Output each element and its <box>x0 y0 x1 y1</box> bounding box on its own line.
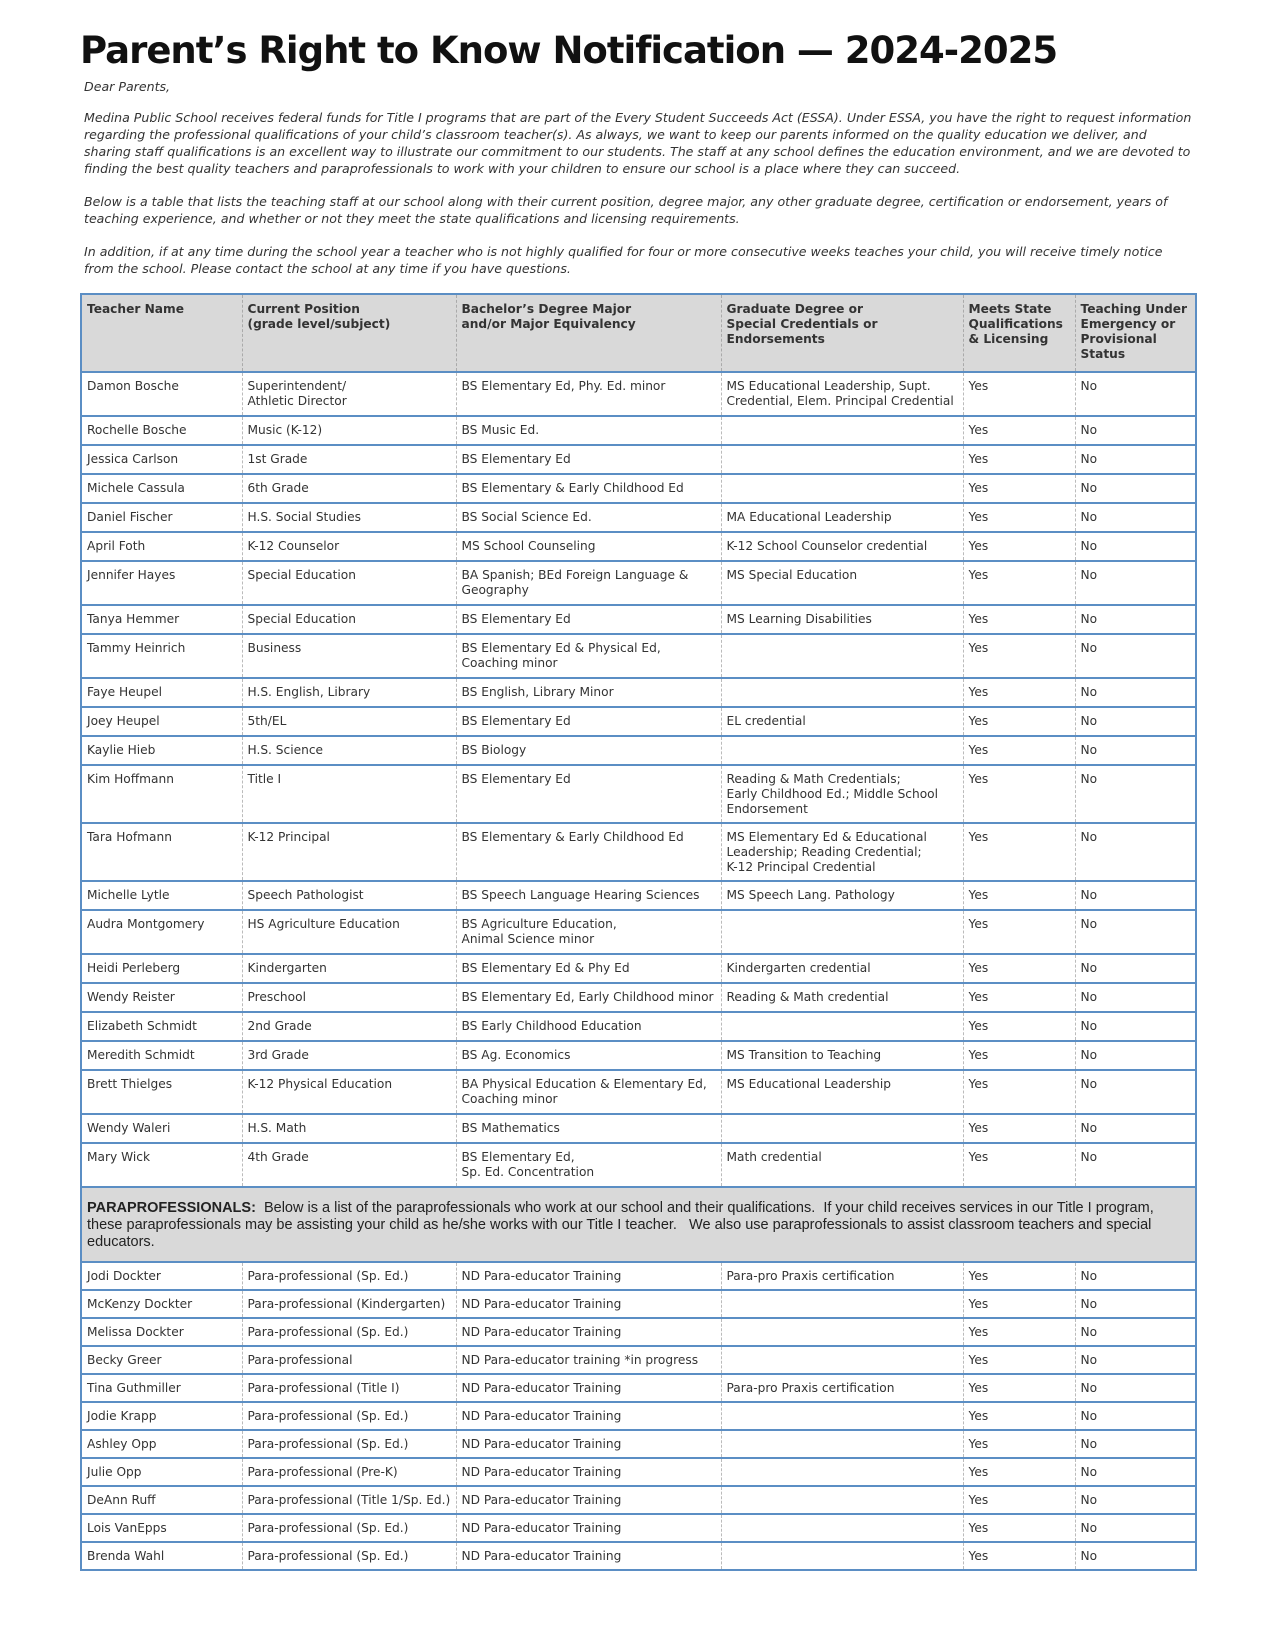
teacher-row <box>81 1070 1196 1114</box>
cell-meets-qualifications: Yes <box>963 561 1075 605</box>
cell-bachelor-degree: MS School Counseling <box>456 532 721 561</box>
paraprofessional-row <box>81 1262 1196 1290</box>
cell-meets-qualifications: Yes <box>963 634 1075 678</box>
cell-meets-qualifications: Yes <box>963 372 1075 416</box>
cell-bachelor-degree: BS Elementary Ed, Phy. Ed. minor <box>456 372 721 416</box>
cell-name: McKenzy Dockter <box>87 1297 193 1312</box>
cell-bachelor-degree: BS Music Ed. <box>456 416 721 445</box>
cell-position: 5th/EL <box>242 707 456 736</box>
paraprofessional-row <box>81 1290 1196 1318</box>
cell-position: Preschool <box>242 983 456 1012</box>
cell-meets-qualifications: Yes <box>963 1290 1075 1318</box>
header-graduate-degree: Graduate Degree or Special Credentials or Endorsements <box>721 294 963 372</box>
teacher-row <box>81 823 1196 881</box>
cell-position: 3rd Grade <box>242 1041 456 1070</box>
cell-meets-qualifications: Yes <box>963 1114 1075 1143</box>
cell-name: Kim Hoffmann <box>87 772 174 787</box>
cell-bachelor-degree: BS Elementary Ed <box>456 765 721 823</box>
cell-position: H.S. Science <box>242 736 456 765</box>
paraprofessionals-heading-text: Below is a list of the paraprofessionals who work at our school and their qualifications. If your child receives services in our Title I program, these paraprofessionals may be assisting your child as he/she works with our Title I teacher. We also use paraprofessionals to assist classroom teachers and special educators. <box>87 1200 1158 1251</box>
header-current-position: Current Position (grade level/subject) <box>242 294 456 372</box>
cell-name: Michelle Lytle <box>87 888 170 903</box>
cell-meets-qualifications: Yes <box>963 1012 1075 1041</box>
cell-position: Para-professional (Title 1/Sp. Ed.) <box>242 1486 456 1514</box>
cell-bachelor-degree: ND Para-educator Training <box>456 1290 721 1318</box>
cell-position: HS Agriculture Education <box>242 910 456 954</box>
cell-bachelor-degree: BS Elementary & Early Childhood Ed <box>456 823 721 881</box>
cell-position: Speech Pathologist <box>242 881 456 910</box>
cell-name: Brenda Wahl <box>87 1549 165 1564</box>
cell-name: Audra Montgomery <box>87 917 205 932</box>
cell-emergency-status: No <box>1075 1486 1196 1514</box>
cell-name: Melissa Dockter <box>87 1325 184 1340</box>
cell-graduate-degree: MS Transition to Teaching <box>721 1041 963 1070</box>
teacher-row <box>81 1041 1196 1070</box>
teacher-row <box>81 1114 1196 1143</box>
cell-emergency-status: No <box>1075 561 1196 605</box>
cell-meets-qualifications: Yes <box>963 954 1075 983</box>
cell-bachelor-degree: BS English, Library Minor <box>456 678 721 707</box>
cell-bachelor-degree: BS Elementary Ed & Phy Ed <box>456 954 721 983</box>
cell-bachelor-degree: BS Elementary Ed & Physical Ed, Coaching minor <box>456 634 721 678</box>
cell-bachelor-degree: BS Elementary Ed <box>456 707 721 736</box>
cell-bachelor-degree: BS Speech Language Hearing Sciences <box>456 881 721 910</box>
cell-emergency-status: No <box>1075 474 1196 503</box>
cell-name: Daniel Fischer <box>87 510 173 525</box>
cell-position: K-12 Principal <box>242 823 456 881</box>
teacher-row <box>81 881 1196 910</box>
cell-bachelor-degree: ND Para-educator Training <box>456 1402 721 1430</box>
cell-bachelor-degree: BA Physical Education & Elementary Ed, Coaching minor <box>456 1070 721 1114</box>
cell-graduate-degree: MS Educational Leadership, Supt. Credential, Elem. Principal Credential <box>721 372 963 416</box>
letter-body <box>80 78 1195 277</box>
letter-paragraph-2: Below is a table that lists the teaching staff at our school along with their current position, degree major, any other graduate degree, certification or endorsement, years of teaching experience, and whether or not they meet the state qualifications and licensing requirements. <box>84 194 1168 227</box>
cell-meets-qualifications: Yes <box>963 503 1075 532</box>
header-emergency-status: Teaching Under Emergency or Provisional Status <box>1075 294 1196 372</box>
cell-bachelor-degree: BS Elementary & Early Childhood Ed <box>456 474 721 503</box>
cell-graduate-degree <box>721 1430 963 1458</box>
letter-paragraph-1: Medina Public School receives federal funds for Title I programs that are part of the Every Student Succeeds Act (ESSA). Under ESSA, you have the right to request information regarding the professional qualifications of your child’s classroom teacher(s). As always, we want to keep our parents informed on the quality education we deliver, and sharing staff qualifications is an excellent way to illustrate our commitment to our students. The staff at any school defines the education environment, and we are devoted to finding the best quality teachers and paraprofessionals to work with your children to ensure our school is a place where they can succeed. <box>84 110 1192 177</box>
cell-emergency-status: No <box>1075 532 1196 561</box>
teachers-table-body <box>81 372 1196 1187</box>
cell-emergency-status: No <box>1075 1012 1196 1041</box>
cell-emergency-status: No <box>1075 503 1196 532</box>
cell-name: Ashley Opp <box>87 1437 157 1452</box>
cell-bachelor-degree: BS Elementary Ed <box>456 445 721 474</box>
teacher-row <box>81 561 1196 605</box>
cell-bachelor-degree: BS Elementary Ed, Sp. Ed. Concentration <box>456 1143 721 1187</box>
cell-bachelor-degree: ND Para-educator Training <box>456 1542 721 1570</box>
cell-position: Para-professional (Pre-K) <box>242 1458 456 1486</box>
teacher-row <box>81 707 1196 736</box>
cell-position: Special Education <box>242 561 456 605</box>
cell-bachelor-degree: BS Early Childhood Education <box>456 1012 721 1041</box>
cell-meets-qualifications: Yes <box>963 1070 1075 1114</box>
cell-position: H.S. Social Studies <box>242 503 456 532</box>
cell-graduate-degree: Para-pro Praxis certification <box>721 1374 963 1402</box>
cell-meets-qualifications: Yes <box>963 474 1075 503</box>
cell-position: 2nd Grade <box>242 1012 456 1041</box>
header-bachelor-degree: Bachelor’s Degree Major and/or Major Equivalency <box>456 294 721 372</box>
cell-bachelor-degree: BS Elementary Ed, Early Childhood minor <box>456 983 721 1012</box>
paraprofessional-row <box>81 1374 1196 1402</box>
cell-graduate-degree: MS Learning Disabilities <box>721 605 963 634</box>
cell-emergency-status: No <box>1075 416 1196 445</box>
cell-position: K-12 Physical Education <box>242 1070 456 1114</box>
cell-bachelor-degree: ND Para-educator training *in progress <box>456 1346 721 1374</box>
cell-position: 1st Grade <box>242 445 456 474</box>
cell-bachelor-degree: BA Spanish; BEd Foreign Language & Geography <box>456 561 721 605</box>
cell-name: Jodi Dockter <box>87 1269 161 1284</box>
cell-graduate-degree: Math credential <box>721 1143 963 1187</box>
table-header-row <box>81 294 1196 372</box>
cell-bachelor-degree: BS Ag. Economics <box>456 1041 721 1070</box>
cell-graduate-degree <box>721 1290 963 1318</box>
cell-position: Kindergarten <box>242 954 456 983</box>
cell-meets-qualifications: Yes <box>963 1486 1075 1514</box>
cell-position: 4th Grade <box>242 1143 456 1187</box>
cell-name: Tanya Hemmer <box>87 612 180 627</box>
cell-bachelor-degree: BS Mathematics <box>456 1114 721 1143</box>
cell-name: Mary Wick <box>87 1150 151 1165</box>
cell-emergency-status: No <box>1075 1514 1196 1542</box>
cell-graduate-degree: MS Elementary Ed & Educational Leadership; Reading Credential; K-12 Principal Credential <box>721 823 963 881</box>
cell-meets-qualifications: Yes <box>963 678 1075 707</box>
cell-meets-qualifications: Yes <box>963 445 1075 474</box>
cell-name: Joey Heupel <box>87 714 160 729</box>
cell-graduate-degree: Para-pro Praxis certification <box>721 1262 963 1290</box>
cell-position: Para-professional <box>242 1346 456 1374</box>
cell-name: Brett Thielges <box>87 1077 173 1092</box>
cell-meets-qualifications: Yes <box>963 707 1075 736</box>
salutation: Dear Parents, <box>84 79 171 95</box>
teacher-row <box>81 983 1196 1012</box>
cell-meets-qualifications: Yes <box>963 736 1075 765</box>
cell-graduate-degree <box>721 910 963 954</box>
cell-position: Superintendent/ Athletic Director <box>242 372 456 416</box>
cell-emergency-status: No <box>1075 1430 1196 1458</box>
cell-emergency-status: No <box>1075 983 1196 1012</box>
cell-emergency-status: No <box>1075 678 1196 707</box>
header-teacher-name: Teacher Name <box>81 294 242 372</box>
cell-bachelor-degree: ND Para-educator Training <box>456 1486 721 1514</box>
cell-bachelor-degree: BS Elementary Ed <box>456 605 721 634</box>
teacher-row <box>81 910 1196 954</box>
cell-emergency-status: No <box>1075 1070 1196 1114</box>
cell-graduate-degree <box>721 1318 963 1346</box>
cell-name: DeAnn Ruff <box>87 1493 156 1508</box>
cell-bachelor-degree: ND Para-educator Training <box>456 1458 721 1486</box>
cell-graduate-degree: MS Special Education <box>721 561 963 605</box>
cell-emergency-status: No <box>1075 372 1196 416</box>
teacher-row <box>81 1143 1196 1187</box>
page-title: Parent’s Right to Know Notification — 2024-2025 <box>80 29 1058 72</box>
cell-name: Jessica Carlson <box>87 452 179 467</box>
cell-name: Meredith Schmidt <box>87 1048 195 1063</box>
cell-name: Tammy Heinrich <box>87 641 186 656</box>
teacher-row <box>81 736 1196 765</box>
cell-position: Para-professional (Sp. Ed.) <box>242 1402 456 1430</box>
cell-graduate-degree <box>721 1542 963 1570</box>
cell-emergency-status: No <box>1075 605 1196 634</box>
cell-graduate-degree <box>721 1012 963 1041</box>
cell-meets-qualifications: Yes <box>963 983 1075 1012</box>
cell-meets-qualifications: Yes <box>963 1458 1075 1486</box>
staff-qualifications-table <box>80 293 1197 1571</box>
cell-name: Jennifer Hayes <box>87 568 176 583</box>
cell-emergency-status: No <box>1075 1290 1196 1318</box>
paraprofessionals-heading-label: PARAPROFESSIONALS: <box>87 1200 256 1217</box>
cell-graduate-degree: Reading & Math Credentials; Early Childhood Ed.; Middle School Endorsement <box>721 765 963 823</box>
cell-emergency-status: No <box>1075 881 1196 910</box>
cell-meets-qualifications: Yes <box>963 1346 1075 1374</box>
cell-bachelor-degree: BS Biology <box>456 736 721 765</box>
cell-meets-qualifications: Yes <box>963 881 1075 910</box>
cell-bachelor-degree: ND Para-educator Training <box>456 1262 721 1290</box>
cell-position: Para-professional (Sp. Ed.) <box>242 1318 456 1346</box>
cell-emergency-status: No <box>1075 1318 1196 1346</box>
header-meets-state-qualifications: Meets State Qualifications & Licensing <box>963 294 1075 372</box>
paraprofessional-row <box>81 1318 1196 1346</box>
cell-emergency-status: No <box>1075 954 1196 983</box>
cell-name: Elizabeth Schmidt <box>87 1019 197 1034</box>
cell-name: Becky Greer <box>87 1353 162 1368</box>
cell-meets-qualifications: Yes <box>963 605 1075 634</box>
cell-emergency-status: No <box>1075 1402 1196 1430</box>
cell-name: Kaylie Hieb <box>87 743 156 758</box>
cell-name: Tara Hofmann <box>87 830 172 845</box>
cell-graduate-degree: K-12 School Counselor credential <box>721 532 963 561</box>
cell-graduate-degree: MS Educational Leadership <box>721 1070 963 1114</box>
cell-emergency-status: No <box>1075 1114 1196 1143</box>
cell-graduate-degree <box>721 634 963 678</box>
teacher-row <box>81 372 1196 416</box>
cell-position: H.S. English, Library <box>242 678 456 707</box>
cell-meets-qualifications: Yes <box>963 1374 1075 1402</box>
cell-graduate-degree <box>721 1514 963 1542</box>
teacher-row <box>81 474 1196 503</box>
paraprofessional-row <box>81 1402 1196 1430</box>
cell-graduate-degree <box>721 474 963 503</box>
teacher-row <box>81 1012 1196 1041</box>
cell-graduate-degree: MS Speech Lang. Pathology <box>721 881 963 910</box>
cell-meets-qualifications: Yes <box>963 1143 1075 1187</box>
cell-bachelor-degree: ND Para-educator Training <box>456 1374 721 1402</box>
cell-position: Para-professional (Sp. Ed.) <box>242 1262 456 1290</box>
teacher-row <box>81 503 1196 532</box>
cell-graduate-degree: Kindergarten credential <box>721 954 963 983</box>
teacher-row <box>81 605 1196 634</box>
paraprofessional-row <box>81 1430 1196 1458</box>
paraprofessional-row <box>81 1542 1196 1570</box>
paraprofessionals-table-body <box>81 1262 1196 1570</box>
cell-name: Jodie Krapp <box>87 1409 157 1424</box>
cell-position: Business <box>242 634 456 678</box>
cell-graduate-degree <box>721 1346 963 1374</box>
cell-name: Damon Bosche <box>87 379 179 394</box>
cell-graduate-degree <box>721 416 963 445</box>
teacher-row <box>81 634 1196 678</box>
paraprofessional-row <box>81 1514 1196 1542</box>
cell-name: Julie Opp <box>87 1465 142 1480</box>
cell-emergency-status: No <box>1075 707 1196 736</box>
cell-bachelor-degree: ND Para-educator Training <box>456 1514 721 1542</box>
paraprofessional-row <box>81 1346 1196 1374</box>
cell-emergency-status: No <box>1075 1542 1196 1570</box>
cell-meets-qualifications: Yes <box>963 1402 1075 1430</box>
cell-graduate-degree <box>721 1114 963 1143</box>
cell-name: Michele Cassula <box>87 481 185 496</box>
cell-emergency-status: No <box>1075 1346 1196 1374</box>
cell-meets-qualifications: Yes <box>963 416 1075 445</box>
teacher-row <box>81 765 1196 823</box>
cell-meets-qualifications: Yes <box>963 1514 1075 1542</box>
paraprofessional-row <box>81 1486 1196 1514</box>
cell-name: Wendy Reister <box>87 990 175 1005</box>
cell-position: H.S. Math <box>242 1114 456 1143</box>
cell-meets-qualifications: Yes <box>963 1262 1075 1290</box>
cell-graduate-degree <box>721 1402 963 1430</box>
cell-position: Para-professional (Sp. Ed.) <box>242 1514 456 1542</box>
cell-emergency-status: No <box>1075 1143 1196 1187</box>
cell-meets-qualifications: Yes <box>963 1430 1075 1458</box>
paraprofessionals-heading <box>81 1187 1196 1262</box>
cell-graduate-degree <box>721 1458 963 1486</box>
cell-position: Special Education <box>242 605 456 634</box>
cell-meets-qualifications: Yes <box>963 910 1075 954</box>
teacher-row <box>81 954 1196 983</box>
cell-graduate-degree <box>721 736 963 765</box>
cell-name: Faye Heupel <box>87 685 162 700</box>
teacher-row <box>81 445 1196 474</box>
cell-meets-qualifications: Yes <box>963 823 1075 881</box>
letter-paragraph-3: In addition, if at any time during the school year a teacher who is not highly qualified for four or more consecutive weeks teaches your child, you will receive timely notice from the school. Please contact the school at any time if you have questions. <box>84 244 1163 277</box>
document-page <box>80 28 1195 1571</box>
cell-name: April Foth <box>87 539 146 554</box>
teacher-row <box>81 678 1196 707</box>
cell-meets-qualifications: Yes <box>963 1318 1075 1346</box>
cell-emergency-status: No <box>1075 445 1196 474</box>
cell-emergency-status: No <box>1075 765 1196 823</box>
cell-bachelor-degree: BS Agriculture Education, Animal Science minor <box>456 910 721 954</box>
cell-position: Para-professional (Sp. Ed.) <box>242 1430 456 1458</box>
cell-position: 6th Grade <box>242 474 456 503</box>
cell-bachelor-degree: ND Para-educator Training <box>456 1430 721 1458</box>
cell-position: Music (K-12) <box>242 416 456 445</box>
teacher-row <box>81 532 1196 561</box>
cell-name: Lois VanEpps <box>87 1521 167 1536</box>
cell-name: Tina Guthmiller <box>87 1381 181 1396</box>
cell-bachelor-degree: ND Para-educator Training <box>456 1318 721 1346</box>
cell-meets-qualifications: Yes <box>963 1542 1075 1570</box>
cell-emergency-status: No <box>1075 823 1196 881</box>
paraprofessional-row <box>81 1458 1196 1486</box>
cell-graduate-degree <box>721 445 963 474</box>
cell-position: Para-professional (Kindergarten) <box>242 1290 456 1318</box>
cell-meets-qualifications: Yes <box>963 1041 1075 1070</box>
cell-position: Title I <box>242 765 456 823</box>
cell-graduate-degree <box>721 678 963 707</box>
cell-graduate-degree: EL credential <box>721 707 963 736</box>
cell-emergency-status: No <box>1075 1374 1196 1402</box>
cell-emergency-status: No <box>1075 736 1196 765</box>
paraprofessionals-heading-section <box>81 1187 1196 1262</box>
cell-name: Rochelle Bosche <box>87 423 187 438</box>
cell-name: Wendy Waleri <box>87 1121 171 1136</box>
cell-emergency-status: No <box>1075 1262 1196 1290</box>
cell-position: Para-professional (Title I) <box>242 1374 456 1402</box>
cell-graduate-degree: Reading & Math credential <box>721 983 963 1012</box>
cell-name: Heidi Perleberg <box>87 961 181 976</box>
teacher-row <box>81 416 1196 445</box>
cell-emergency-status: No <box>1075 1041 1196 1070</box>
cell-emergency-status: No <box>1075 910 1196 954</box>
cell-meets-qualifications: Yes <box>963 532 1075 561</box>
cell-meets-qualifications: Yes <box>963 765 1075 823</box>
cell-graduate-degree <box>721 1486 963 1514</box>
paraprofessionals-heading-row <box>81 1187 1196 1262</box>
cell-bachelor-degree: BS Social Science Ed. <box>456 503 721 532</box>
cell-graduate-degree: MA Educational Leadership <box>721 503 963 532</box>
cell-position: Para-professional (Sp. Ed.) <box>242 1542 456 1570</box>
cell-emergency-status: No <box>1075 634 1196 678</box>
cell-position: K-12 Counselor <box>242 532 456 561</box>
cell-emergency-status: No <box>1075 1458 1196 1486</box>
